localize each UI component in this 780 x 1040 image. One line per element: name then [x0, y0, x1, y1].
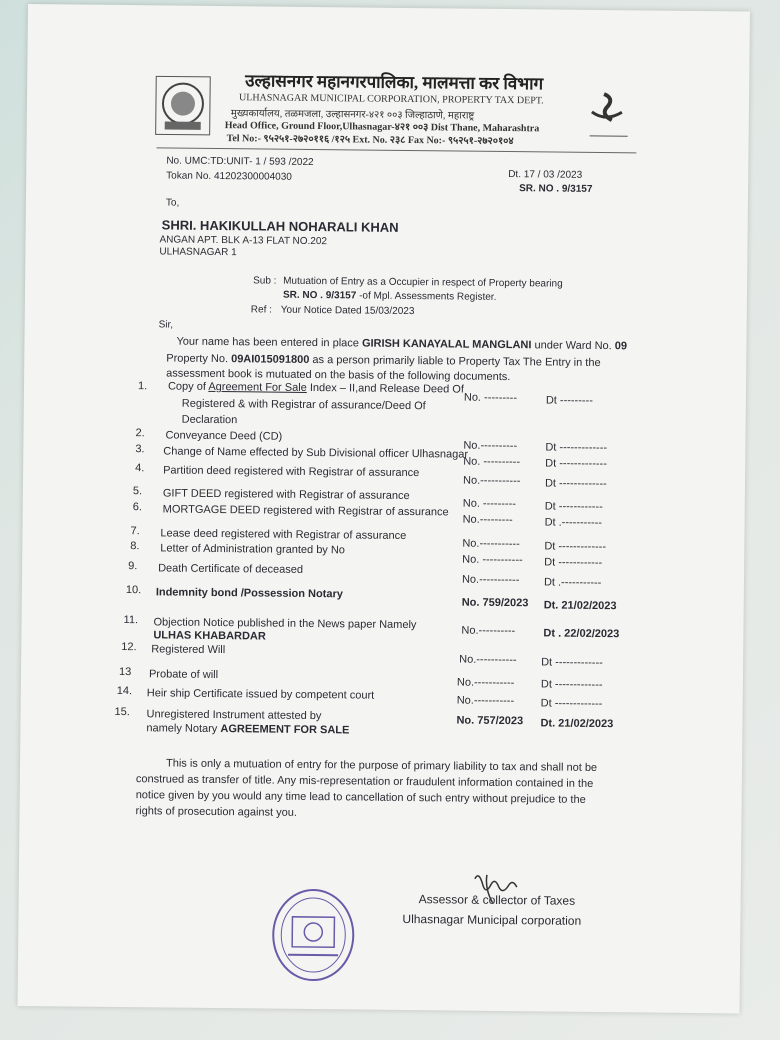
- official-seal-icon: [270, 887, 357, 984]
- doc-date: Dt ---------: [545, 394, 593, 407]
- signatory-title: Assessor & collector of Taxes: [418, 892, 576, 908]
- header-telephone: Tel No:- ९५२५१-२७२०११६ /१२५ Ext. No. २३८ Fax No:- ९५२५१-२७२०१०४: [226, 133, 514, 148]
- doc-text: Change of Name effected by Sub Divisional officer Ulhasnagar: [163, 445, 469, 461]
- doc-text: Conveyance Deed (CD): [165, 429, 283, 443]
- salutation: Sir,: [158, 319, 174, 331]
- ref-label: Ref :: [250, 304, 272, 316]
- doc-number: 4.: [135, 462, 145, 475]
- doc-date: Dt. 21/02/2023: [543, 599, 617, 613]
- addressee-line2: ULHASNAGAR 1: [159, 246, 237, 259]
- header-title-english: ULHASNAGAR MUNICIPAL CORPORATION, PROPERTY TAX DEPT.: [238, 92, 544, 107]
- doc-text: ULHAS KHABARDAR: [153, 629, 266, 643]
- doc-number: 6.: [132, 501, 142, 514]
- disclaimer-line2: construed as transfer of title. Any mis-representation or fraudulent information contained in the: [135, 773, 594, 790]
- doc-text: GIFT DEED registered with Registrar of assurance: [162, 487, 410, 503]
- doc-text: Registered & with Registrar of assurance/Deed Of: [181, 397, 426, 413]
- doc-text: Heir ship Certificate issued by competent court: [146, 687, 375, 702]
- doc-number: 11.: [123, 614, 139, 627]
- doc-number: 10.: [125, 584, 142, 597]
- doc-no: No. -----------: [462, 553, 523, 567]
- subject-register: -of Mpl. Assessments Register.: [356, 290, 497, 303]
- intro-line2: Property No. 09AI015091800 as a person primarily liable to Property Tax The Entry in the: [166, 352, 601, 370]
- municipal-emblem-icon: [155, 75, 212, 136]
- doc-number: 8.: [130, 540, 140, 553]
- property-tax-logo-icon: [582, 88, 633, 145]
- token-number: Tokan No. 41202300004030: [166, 170, 292, 183]
- doc-no: No. ----------: [463, 455, 521, 469]
- doc-date: Dt -------------: [540, 697, 603, 711]
- subject-label: Sub :: [253, 275, 277, 287]
- doc-no: No.-----------: [462, 537, 520, 551]
- doc-number: 13: [118, 665, 132, 679]
- doc-number: 1.: [137, 380, 148, 393]
- subject-sr-number: SR. NO . 9/3157: [282, 289, 357, 302]
- doc-no: No. 757/2023: [456, 714, 524, 728]
- doc-no: No.----------: [461, 624, 516, 638]
- doc-number: 12.: [121, 641, 137, 654]
- doc-number: 5.: [132, 485, 143, 498]
- header-address-english: Head Office, Ground Floor,Ulhasnagar-४२१ ००३ Dist Thane, Maharashtra: [224, 120, 540, 135]
- signatory-org: Ulhasnagar Municipal corporation: [402, 911, 582, 928]
- doc-text: Declaration: [181, 413, 238, 427]
- doc-date: Dt ------------: [544, 500, 603, 514]
- doc-no: No.----------: [463, 439, 518, 453]
- doc-date: Dt -------------: [545, 441, 608, 455]
- reference-number: No. UMC:TD:UNIT- 1 / 593 /2022: [166, 155, 314, 168]
- doc-text: Unregistered Instrument attested by: [146, 708, 322, 723]
- doc-text: namely Notary AGREEMENT FOR SALE: [146, 722, 350, 737]
- doc-date: Dt -------------: [544, 477, 607, 491]
- doc-date: Dt .-----------: [543, 576, 602, 590]
- doc-number: 15.: [114, 705, 130, 719]
- ward-number: 09: [614, 340, 628, 353]
- doc-date: Dt -------------: [545, 457, 607, 471]
- doc-no: No. ---------: [463, 391, 518, 405]
- doc-number: 2.: [135, 427, 145, 440]
- ref-text: Your Notice Dated 15/03/2023: [280, 304, 415, 318]
- subject-text: Mutuation of Entry as a Occupier in respect of Property bearing: [283, 275, 563, 290]
- doc-no: No.-----------: [456, 676, 515, 690]
- doc-no: No.-----------: [461, 573, 520, 587]
- doc-text: Letter of Administration granted by No: [160, 542, 346, 557]
- doc-number: 7.: [130, 525, 140, 538]
- doc-date: Dt -------------: [540, 678, 603, 692]
- doc-text: Lease deed registered with Registrar of assurance: [160, 527, 407, 542]
- doc-text: Death Certificate of deceased: [158, 562, 304, 576]
- disclaimer-line4: rights of prosecution against you.: [135, 805, 298, 819]
- addressee-to: To,: [165, 197, 180, 209]
- doc-no: No. ---------: [462, 497, 517, 511]
- doc-date: Dt -------------: [544, 540, 607, 554]
- intro-line1: Your name has been entered in place GIRISH KANAYALAL MANGLANI under Ward No. 09: [176, 335, 628, 353]
- doc-text: Probate of will: [148, 668, 219, 682]
- disclaimer-line3: notice given by you would any time lead to cancellation of such entry without prejudice to the: [135, 789, 586, 806]
- doc-no: No.-----------: [456, 694, 515, 708]
- doc-text: Registered Will: [151, 643, 226, 657]
- doc-number: 9.: [128, 560, 138, 573]
- doc-number: 14.: [116, 684, 133, 698]
- addressee-line1: ANGAN APT. BLK A-13 FLAT NO.202: [159, 234, 328, 248]
- intro-line3: assessment book is mutuated on the basis of the following documents.: [166, 367, 511, 384]
- doc-text: MORTGAGE DEED registered with Registrar of assurance: [162, 503, 449, 519]
- doc-text: Indemnity bond /Possession Notary: [155, 586, 343, 601]
- header-address-marathi: मुख्यकार्यालय, तळमजला, उल्हासनगर-४२१ ००३ जिल्हाठाणे, महाराष्ट्र: [230, 108, 475, 122]
- previous-owner: GIRISH KANAYALAL MANGLANI: [361, 337, 532, 352]
- header-title-marathi: उल्हासनगर महानगरपालिका, मालमत्ता कर विभाग: [245, 71, 544, 94]
- header-divider: [156, 147, 636, 153]
- sr-number: SR. NO . 9/3157: [519, 183, 593, 195]
- doc-number: 3.: [135, 443, 145, 456]
- doc-no: No. 759/2023: [461, 596, 529, 610]
- property-number: 09AI015091800: [231, 353, 310, 366]
- doc-date: Dt . 22/02/2023: [543, 627, 620, 641]
- doc-date: Dt. 21/02/2023: [540, 717, 614, 731]
- disclaimer-line1: This is only a mutuation of entry for the purpose of primary liability to tax and shall not be: [165, 757, 598, 775]
- doc-date: Dt -------------: [541, 656, 603, 670]
- letter-date: Dt. 17 / 03 /2023: [508, 169, 583, 181]
- doc-text: Objection Notice published in the News paper Namely: [153, 616, 417, 632]
- doc-no: No.---------: [462, 513, 513, 527]
- document-page: [18, 4, 750, 1014]
- addressee-name: SHRI. HAKIKULLAH NOHARALI KHAN: [161, 217, 399, 235]
- doc-text: Copy of Agreement For Sale Index – II,and Release Deed Of: [167, 380, 465, 396]
- doc-no: No.-----------: [459, 653, 517, 667]
- doc-no: No.-----------: [462, 474, 521, 488]
- doc-date: Dt .-----------: [544, 516, 603, 530]
- doc-text: Partition deed registered with Registrar of assurance: [163, 464, 420, 480]
- doc-date: Dt ------------: [544, 556, 603, 570]
